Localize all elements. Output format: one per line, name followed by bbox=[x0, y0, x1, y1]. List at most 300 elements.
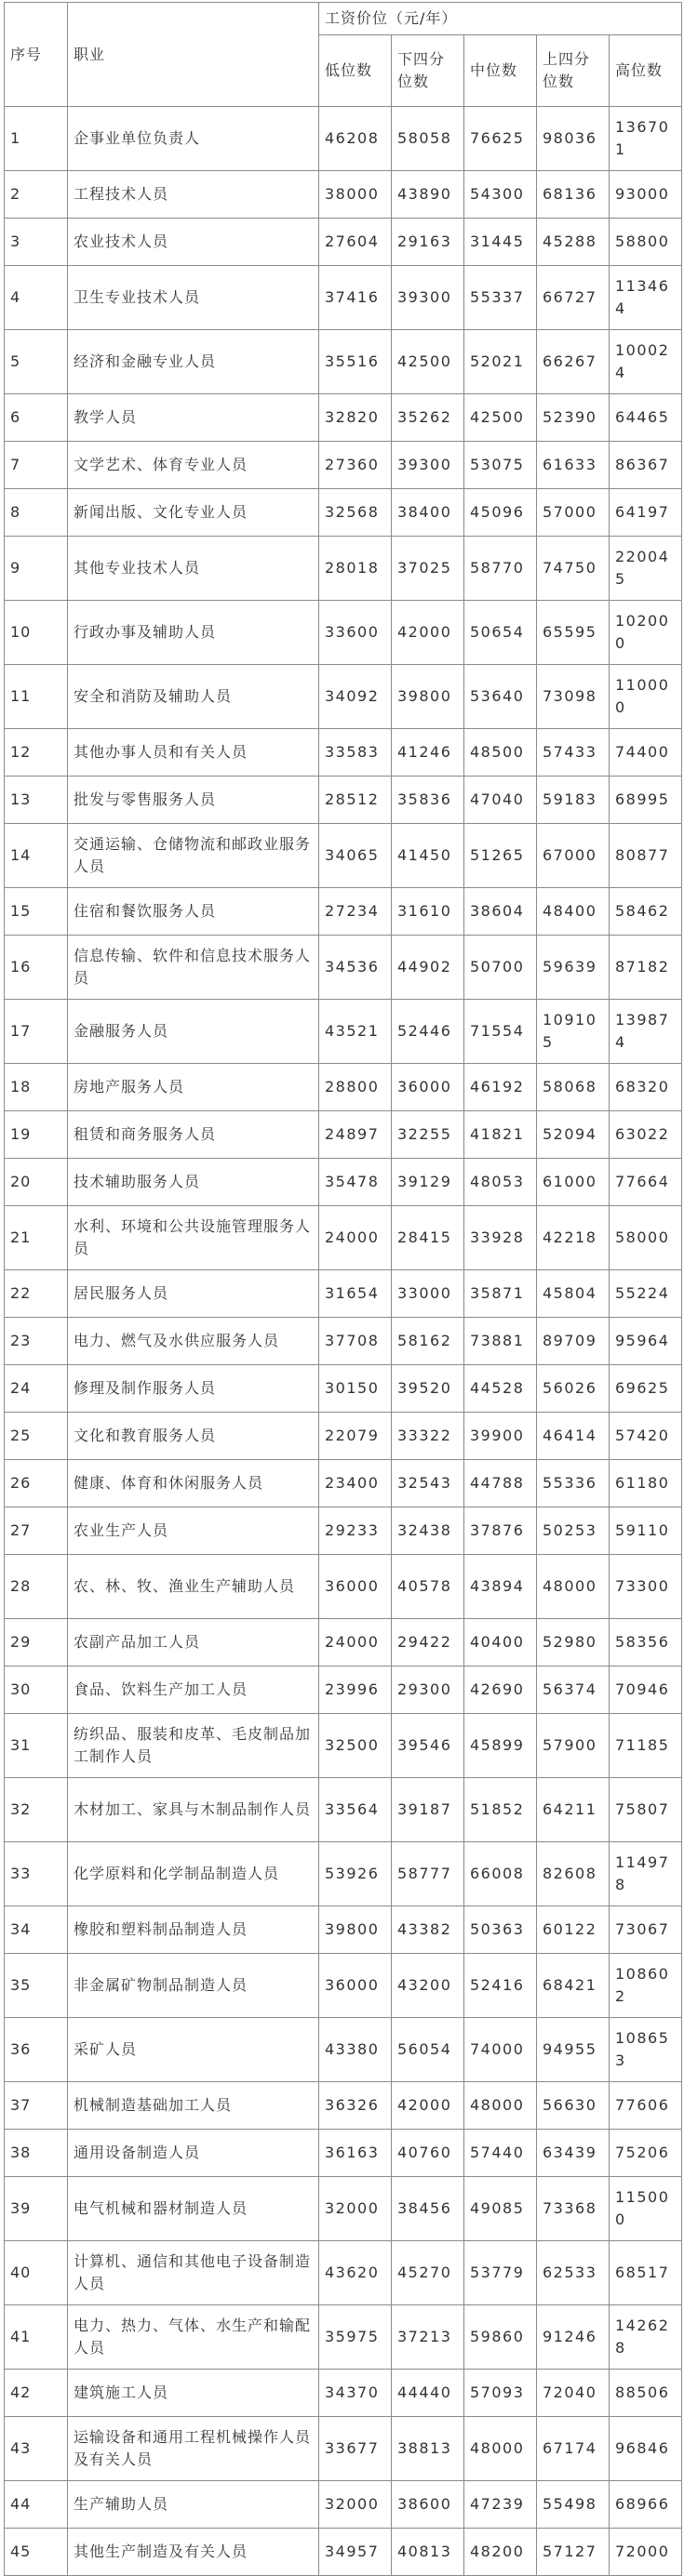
cell-occupation: 农业生产人员 bbox=[68, 1507, 319, 1555]
cell-median: 73881 bbox=[464, 1318, 537, 1365]
cell-median: 33928 bbox=[464, 1206, 537, 1270]
table-row bbox=[5, 394, 682, 442]
cell-low: 27604 bbox=[319, 219, 392, 266]
cell-occupation: 居民服务人员 bbox=[68, 1270, 319, 1318]
cell-occupation: 租赁和商务服务人员 bbox=[68, 1111, 319, 1159]
table-row bbox=[5, 729, 682, 777]
table-row bbox=[5, 1507, 682, 1555]
cell-median: 58770 bbox=[464, 537, 537, 601]
header-wage-group: 工资价位（元/年） bbox=[319, 3, 682, 35]
cell-occupation: 化学原料和化学制品制造人员 bbox=[68, 1842, 319, 1906]
cell-median: 38604 bbox=[464, 888, 537, 936]
cell-low: 35478 bbox=[319, 1159, 392, 1206]
cell-index: 31 bbox=[5, 1714, 68, 1778]
cell-occupation: 电力、热力、气体、水生产和输配人员 bbox=[68, 2305, 319, 2370]
table-row bbox=[5, 2481, 682, 2529]
cell-lower-quartile: 44440 bbox=[392, 2370, 464, 2417]
cell-low: 33564 bbox=[319, 1778, 392, 1842]
table-row bbox=[5, 442, 682, 489]
cell-index: 33 bbox=[5, 1842, 68, 1906]
cell-low: 36000 bbox=[319, 1954, 392, 2018]
cell-upper-quartile: 74750 bbox=[537, 537, 610, 601]
cell-index: 22 bbox=[5, 1270, 68, 1318]
cell-lower-quartile: 33000 bbox=[392, 1270, 464, 1318]
table-row bbox=[5, 489, 682, 537]
cell-index: 5 bbox=[5, 330, 68, 394]
cell-high: 68995 bbox=[610, 777, 682, 824]
table-row bbox=[5, 665, 682, 729]
cell-lower-quartile: 36000 bbox=[392, 1064, 464, 1111]
cell-occupation: 农、林、牧、渔业生产辅助人员 bbox=[68, 1555, 319, 1619]
table-row bbox=[5, 1365, 682, 1413]
cell-median: 53075 bbox=[464, 442, 537, 489]
cell-high: 71185 bbox=[610, 1714, 682, 1778]
cell-low: 32000 bbox=[319, 2481, 392, 2529]
cell-index: 28 bbox=[5, 1555, 68, 1619]
cell-lower-quartile: 38400 bbox=[392, 489, 464, 537]
header-median: 中位数 bbox=[464, 35, 537, 107]
cell-upper-quartile: 94955 bbox=[537, 2018, 610, 2082]
table-row bbox=[5, 1954, 682, 2018]
table-row bbox=[5, 1555, 682, 1619]
cell-index: 13 bbox=[5, 777, 68, 824]
cell-low: 22079 bbox=[319, 1413, 392, 1460]
cell-median: 48500 bbox=[464, 729, 537, 777]
cell-upper-quartile: 45804 bbox=[537, 1270, 610, 1318]
table-row bbox=[5, 2370, 682, 2417]
cell-median: 42690 bbox=[464, 1666, 537, 1714]
cell-index: 43 bbox=[5, 2417, 68, 2481]
cell-index: 42 bbox=[5, 2370, 68, 2417]
cell-low: 53926 bbox=[319, 1842, 392, 1906]
table-row bbox=[5, 777, 682, 824]
cell-upper-quartile: 67174 bbox=[537, 2417, 610, 2481]
cell-median: 53640 bbox=[464, 665, 537, 729]
cell-high: 115000 bbox=[610, 2177, 682, 2241]
cell-high: 113464 bbox=[610, 266, 682, 330]
cell-lower-quartile: 35836 bbox=[392, 777, 464, 824]
cell-occupation: 经济和金融专业人员 bbox=[68, 330, 319, 394]
cell-high: 72000 bbox=[610, 2529, 682, 2576]
cell-median: 52416 bbox=[464, 1954, 537, 2018]
table-row bbox=[5, 330, 682, 394]
cell-upper-quartile: 65595 bbox=[537, 601, 610, 665]
cell-lower-quartile: 29300 bbox=[392, 1666, 464, 1714]
cell-upper-quartile: 52980 bbox=[537, 1619, 610, 1666]
cell-median: 45899 bbox=[464, 1714, 537, 1778]
cell-low: 23400 bbox=[319, 1460, 392, 1507]
cell-upper-quartile: 46414 bbox=[537, 1413, 610, 1460]
cell-index: 40 bbox=[5, 2241, 68, 2305]
cell-median: 55337 bbox=[464, 266, 537, 330]
cell-median: 50654 bbox=[464, 601, 537, 665]
cell-median: 54300 bbox=[464, 171, 537, 219]
table-row bbox=[5, 1778, 682, 1842]
cell-upper-quartile: 67000 bbox=[537, 824, 610, 888]
cell-upper-quartile: 48400 bbox=[537, 888, 610, 936]
cell-occupation: 电气机械和器材制造人员 bbox=[68, 2177, 319, 2241]
cell-low: 36326 bbox=[319, 2082, 392, 2130]
cell-occupation: 食品、饮料生产加工人员 bbox=[68, 1666, 319, 1714]
cell-high: 110000 bbox=[610, 665, 682, 729]
cell-low: 23996 bbox=[319, 1666, 392, 1714]
cell-occupation: 纺织品、服装和皮革、毛皮制品加工制作人员 bbox=[68, 1714, 319, 1778]
cell-occupation: 水利、环境和公共设施管理服务人员 bbox=[68, 1206, 319, 1270]
cell-low: 34536 bbox=[319, 936, 392, 1000]
cell-lower-quartile: 32255 bbox=[392, 1111, 464, 1159]
cell-occupation: 交通运输、仓储物流和邮政业服务人员 bbox=[68, 824, 319, 888]
cell-lower-quartile: 35262 bbox=[392, 394, 464, 442]
cell-upper-quartile: 66727 bbox=[537, 266, 610, 330]
cell-lower-quartile: 37025 bbox=[392, 537, 464, 601]
cell-median: 48200 bbox=[464, 2529, 537, 2576]
cell-low: 34065 bbox=[319, 824, 392, 888]
cell-upper-quartile: 55498 bbox=[537, 2481, 610, 2529]
cell-lower-quartile: 39187 bbox=[392, 1778, 464, 1842]
cell-median: 42500 bbox=[464, 394, 537, 442]
cell-low: 27360 bbox=[319, 442, 392, 489]
cell-high: 88506 bbox=[610, 2370, 682, 2417]
cell-high: 86367 bbox=[610, 442, 682, 489]
cell-high: 75206 bbox=[610, 2130, 682, 2177]
cell-high: 87182 bbox=[610, 936, 682, 1000]
cell-upper-quartile: 56374 bbox=[537, 1666, 610, 1714]
cell-lower-quartile: 31610 bbox=[392, 888, 464, 936]
cell-occupation: 修理及制作服务人员 bbox=[68, 1365, 319, 1413]
table-row bbox=[5, 2241, 682, 2305]
cell-median: 46192 bbox=[464, 1064, 537, 1111]
cell-upper-quartile: 61000 bbox=[537, 1159, 610, 1206]
cell-index: 24 bbox=[5, 1365, 68, 1413]
cell-high: 55224 bbox=[610, 1270, 682, 1318]
cell-lower-quartile: 39520 bbox=[392, 1365, 464, 1413]
cell-high: 73300 bbox=[610, 1555, 682, 1619]
cell-high: 68320 bbox=[610, 1064, 682, 1111]
cell-low: 33600 bbox=[319, 601, 392, 665]
cell-lower-quartile: 44902 bbox=[392, 936, 464, 1000]
table-row bbox=[5, 1413, 682, 1460]
cell-median: 35871 bbox=[464, 1270, 537, 1318]
cell-high: 70946 bbox=[610, 1666, 682, 1714]
cell-upper-quartile: 109105 bbox=[537, 1000, 610, 1064]
table-row bbox=[5, 1270, 682, 1318]
cell-index: 34 bbox=[5, 1906, 68, 1954]
table-row bbox=[5, 2529, 682, 2576]
cell-occupation: 信息传输、软件和信息技术服务人员 bbox=[68, 936, 319, 1000]
cell-upper-quartile: 57000 bbox=[537, 489, 610, 537]
cell-occupation: 健康、体育和休闲服务人员 bbox=[68, 1460, 319, 1507]
table-row bbox=[5, 1000, 682, 1064]
cell-index: 32 bbox=[5, 1778, 68, 1842]
cell-median: 40400 bbox=[464, 1619, 537, 1666]
cell-index: 26 bbox=[5, 1460, 68, 1507]
cell-median: 45096 bbox=[464, 489, 537, 537]
cell-upper-quartile: 61633 bbox=[537, 442, 610, 489]
table-row bbox=[5, 1111, 682, 1159]
cell-median: 51852 bbox=[464, 1778, 537, 1842]
cell-lower-quartile: 43890 bbox=[392, 171, 464, 219]
cell-occupation: 技术辅助服务人员 bbox=[68, 1159, 319, 1206]
cell-median: 76625 bbox=[464, 107, 537, 171]
table-row bbox=[5, 266, 682, 330]
cell-lower-quartile: 39800 bbox=[392, 665, 464, 729]
header-upper-quartile: 上四分位数 bbox=[537, 35, 610, 107]
cell-low: 32568 bbox=[319, 489, 392, 537]
table-row bbox=[5, 2305, 682, 2370]
cell-lower-quartile: 40578 bbox=[392, 1555, 464, 1619]
cell-upper-quartile: 62533 bbox=[537, 2241, 610, 2305]
cell-index: 6 bbox=[5, 394, 68, 442]
cell-occupation: 文化和教育服务人员 bbox=[68, 1413, 319, 1460]
cell-index: 10 bbox=[5, 601, 68, 665]
cell-median: 52021 bbox=[464, 330, 537, 394]
cell-high: 57420 bbox=[610, 1413, 682, 1460]
cell-low: 28800 bbox=[319, 1064, 392, 1111]
table-row bbox=[5, 1619, 682, 1666]
table-body bbox=[5, 107, 682, 2576]
cell-high: 93000 bbox=[610, 171, 682, 219]
cell-index: 1 bbox=[5, 107, 68, 171]
cell-high: 80877 bbox=[610, 824, 682, 888]
cell-high: 100024 bbox=[610, 330, 682, 394]
cell-median: 31445 bbox=[464, 219, 537, 266]
cell-low: 38000 bbox=[319, 171, 392, 219]
cell-high: 142628 bbox=[610, 2305, 682, 2370]
cell-upper-quartile: 89709 bbox=[537, 1318, 610, 1365]
cell-upper-quartile: 72040 bbox=[537, 2370, 610, 2417]
cell-low: 35975 bbox=[319, 2305, 392, 2370]
table-row bbox=[5, 537, 682, 601]
cell-high: 139874 bbox=[610, 1000, 682, 1064]
cell-high: 73067 bbox=[610, 1906, 682, 1954]
cell-high: 58462 bbox=[610, 888, 682, 936]
cell-lower-quartile: 38456 bbox=[392, 2177, 464, 2241]
wage-table bbox=[4, 2, 682, 2576]
table-row bbox=[5, 824, 682, 888]
cell-index: 11 bbox=[5, 665, 68, 729]
cell-median: 59860 bbox=[464, 2305, 537, 2370]
cell-low: 36163 bbox=[319, 2130, 392, 2177]
cell-upper-quartile: 91246 bbox=[537, 2305, 610, 2370]
cell-index: 7 bbox=[5, 442, 68, 489]
cell-upper-quartile: 52094 bbox=[537, 1111, 610, 1159]
cell-lower-quartile: 41450 bbox=[392, 824, 464, 888]
cell-upper-quartile: 57900 bbox=[537, 1714, 610, 1778]
cell-occupation: 机械制造基础加工人员 bbox=[68, 2082, 319, 2130]
table-row bbox=[5, 1159, 682, 1206]
cell-lower-quartile: 42000 bbox=[392, 601, 464, 665]
cell-index: 20 bbox=[5, 1159, 68, 1206]
cell-high: 63022 bbox=[610, 1111, 682, 1159]
cell-index: 36 bbox=[5, 2018, 68, 2082]
cell-median: 57440 bbox=[464, 2130, 537, 2177]
table-row bbox=[5, 2018, 682, 2082]
cell-lower-quartile: 38600 bbox=[392, 2481, 464, 2529]
cell-lower-quartile: 58162 bbox=[392, 1318, 464, 1365]
cell-index: 19 bbox=[5, 1111, 68, 1159]
cell-upper-quartile: 58068 bbox=[537, 1064, 610, 1111]
cell-median: 57093 bbox=[464, 2370, 537, 2417]
cell-lower-quartile: 58777 bbox=[392, 1842, 464, 1906]
cell-occupation: 工程技术人员 bbox=[68, 171, 319, 219]
cell-lower-quartile: 32438 bbox=[392, 1507, 464, 1555]
cell-upper-quartile: 57127 bbox=[537, 2529, 610, 2576]
cell-median: 44528 bbox=[464, 1365, 537, 1413]
cell-low: 33677 bbox=[319, 2417, 392, 2481]
table-row bbox=[5, 2082, 682, 2130]
cell-median: 48000 bbox=[464, 2417, 537, 2481]
cell-high: 58800 bbox=[610, 219, 682, 266]
cell-upper-quartile: 57433 bbox=[537, 729, 610, 777]
header-lower-quartile: 下四分位数 bbox=[392, 35, 464, 107]
cell-high: 74400 bbox=[610, 729, 682, 777]
cell-median: 48053 bbox=[464, 1159, 537, 1206]
cell-low: 30150 bbox=[319, 1365, 392, 1413]
cell-index: 9 bbox=[5, 537, 68, 601]
cell-lower-quartile: 41246 bbox=[392, 729, 464, 777]
cell-low: 35516 bbox=[319, 330, 392, 394]
cell-occupation: 其他生产制造及有关人员 bbox=[68, 2529, 319, 2576]
table-row bbox=[5, 107, 682, 171]
cell-median: 50363 bbox=[464, 1906, 537, 1954]
cell-high: 61180 bbox=[610, 1460, 682, 1507]
cell-occupation: 新闻出版、文化专业人员 bbox=[68, 489, 319, 537]
table-row bbox=[5, 888, 682, 936]
cell-upper-quartile: 55336 bbox=[537, 1460, 610, 1507]
cell-occupation: 通用设备制造人员 bbox=[68, 2130, 319, 2177]
cell-upper-quartile: 63439 bbox=[537, 2130, 610, 2177]
cell-occupation: 其他专业技术人员 bbox=[68, 537, 319, 601]
cell-median: 43894 bbox=[464, 1555, 537, 1619]
cell-index: 21 bbox=[5, 1206, 68, 1270]
cell-lower-quartile: 42500 bbox=[392, 330, 464, 394]
cell-high: 96846 bbox=[610, 2417, 682, 2481]
cell-index: 14 bbox=[5, 824, 68, 888]
table-row bbox=[5, 2130, 682, 2177]
table-row bbox=[5, 1206, 682, 1270]
cell-occupation: 教学人员 bbox=[68, 394, 319, 442]
table-row bbox=[5, 219, 682, 266]
table-row bbox=[5, 1906, 682, 1954]
table-row bbox=[5, 936, 682, 1000]
cell-index: 37 bbox=[5, 2082, 68, 2130]
cell-upper-quartile: 56630 bbox=[537, 2082, 610, 2130]
cell-occupation: 安全和消防及辅助人员 bbox=[68, 665, 319, 729]
cell-occupation: 电力、燃气及水供应服务人员 bbox=[68, 1318, 319, 1365]
cell-low: 28018 bbox=[319, 537, 392, 601]
cell-index: 2 bbox=[5, 171, 68, 219]
cell-upper-quartile: 56026 bbox=[537, 1365, 610, 1413]
cell-index: 16 bbox=[5, 936, 68, 1000]
cell-low: 32500 bbox=[319, 1714, 392, 1778]
cell-high: 69625 bbox=[610, 1365, 682, 1413]
table-row bbox=[5, 1318, 682, 1365]
table-row bbox=[5, 1064, 682, 1111]
cell-low: 39800 bbox=[319, 1906, 392, 1954]
cell-upper-quartile: 60122 bbox=[537, 1906, 610, 1954]
cell-high: 59110 bbox=[610, 1507, 682, 1555]
cell-lower-quartile: 43382 bbox=[392, 1906, 464, 1954]
cell-index: 38 bbox=[5, 2130, 68, 2177]
cell-lower-quartile: 29163 bbox=[392, 219, 464, 266]
cell-occupation: 房地产服务人员 bbox=[68, 1064, 319, 1111]
cell-low: 46208 bbox=[319, 107, 392, 171]
header-index: 序号 bbox=[5, 3, 68, 107]
cell-occupation: 企事业单位负责人 bbox=[68, 107, 319, 171]
cell-upper-quartile: 68136 bbox=[537, 171, 610, 219]
table-row bbox=[5, 1842, 682, 1906]
header-low: 低位数 bbox=[319, 35, 392, 107]
cell-high: 108653 bbox=[610, 2018, 682, 2082]
cell-index: 15 bbox=[5, 888, 68, 936]
cell-occupation: 其他办事人员和有关人员 bbox=[68, 729, 319, 777]
cell-low: 34957 bbox=[319, 2529, 392, 2576]
cell-median: 71554 bbox=[464, 1000, 537, 1064]
cell-high: 220045 bbox=[610, 537, 682, 601]
cell-lower-quartile: 33322 bbox=[392, 1413, 464, 1460]
cell-lower-quartile: 28415 bbox=[392, 1206, 464, 1270]
table-row bbox=[5, 2417, 682, 2481]
cell-low: 29233 bbox=[319, 1507, 392, 1555]
cell-lower-quartile: 43200 bbox=[392, 1954, 464, 2018]
cell-high: 102000 bbox=[610, 601, 682, 665]
cell-low: 24000 bbox=[319, 1619, 392, 1666]
cell-upper-quartile: 42218 bbox=[537, 1206, 610, 1270]
cell-occupation: 计算机、通信和其他电子设备制造人员 bbox=[68, 2241, 319, 2305]
cell-lower-quartile: 52446 bbox=[392, 1000, 464, 1064]
cell-high: 75807 bbox=[610, 1778, 682, 1842]
cell-occupation: 运输设备和通用工程机械操作人员及有关人员 bbox=[68, 2417, 319, 2481]
cell-high: 58000 bbox=[610, 1206, 682, 1270]
cell-lower-quartile: 39129 bbox=[392, 1159, 464, 1206]
header-occupation: 职业 bbox=[68, 3, 319, 107]
table-row bbox=[5, 2177, 682, 2241]
cell-median: 47040 bbox=[464, 777, 537, 824]
cell-upper-quartile: 52390 bbox=[537, 394, 610, 442]
header-high: 高位数 bbox=[610, 35, 682, 107]
cell-low: 27234 bbox=[319, 888, 392, 936]
cell-upper-quartile: 59183 bbox=[537, 777, 610, 824]
cell-upper-quartile: 59639 bbox=[537, 936, 610, 1000]
cell-high: 114978 bbox=[610, 1842, 682, 1906]
table-row bbox=[5, 601, 682, 665]
cell-index: 17 bbox=[5, 1000, 68, 1064]
cell-lower-quartile: 58058 bbox=[392, 107, 464, 171]
cell-low: 32000 bbox=[319, 2177, 392, 2241]
cell-lower-quartile: 56054 bbox=[392, 2018, 464, 2082]
cell-high: 68966 bbox=[610, 2481, 682, 2529]
cell-index: 23 bbox=[5, 1318, 68, 1365]
cell-lower-quartile: 40813 bbox=[392, 2529, 464, 2576]
cell-occupation: 农副产品加工人员 bbox=[68, 1619, 319, 1666]
cell-low: 24000 bbox=[319, 1206, 392, 1270]
cell-occupation: 金融服务人员 bbox=[68, 1000, 319, 1064]
cell-index: 44 bbox=[5, 2481, 68, 2529]
cell-index: 4 bbox=[5, 266, 68, 330]
cell-median: 41821 bbox=[464, 1111, 537, 1159]
cell-occupation: 卫生专业技术人员 bbox=[68, 266, 319, 330]
cell-low: 24897 bbox=[319, 1111, 392, 1159]
table-header bbox=[5, 3, 682, 107]
cell-index: 27 bbox=[5, 1507, 68, 1555]
cell-occupation: 农业技术人员 bbox=[68, 219, 319, 266]
cell-upper-quartile: 82608 bbox=[537, 1842, 610, 1906]
table-row bbox=[5, 171, 682, 219]
cell-index: 29 bbox=[5, 1619, 68, 1666]
cell-index: 41 bbox=[5, 2305, 68, 2370]
cell-low: 36000 bbox=[319, 1555, 392, 1619]
cell-low: 34092 bbox=[319, 665, 392, 729]
